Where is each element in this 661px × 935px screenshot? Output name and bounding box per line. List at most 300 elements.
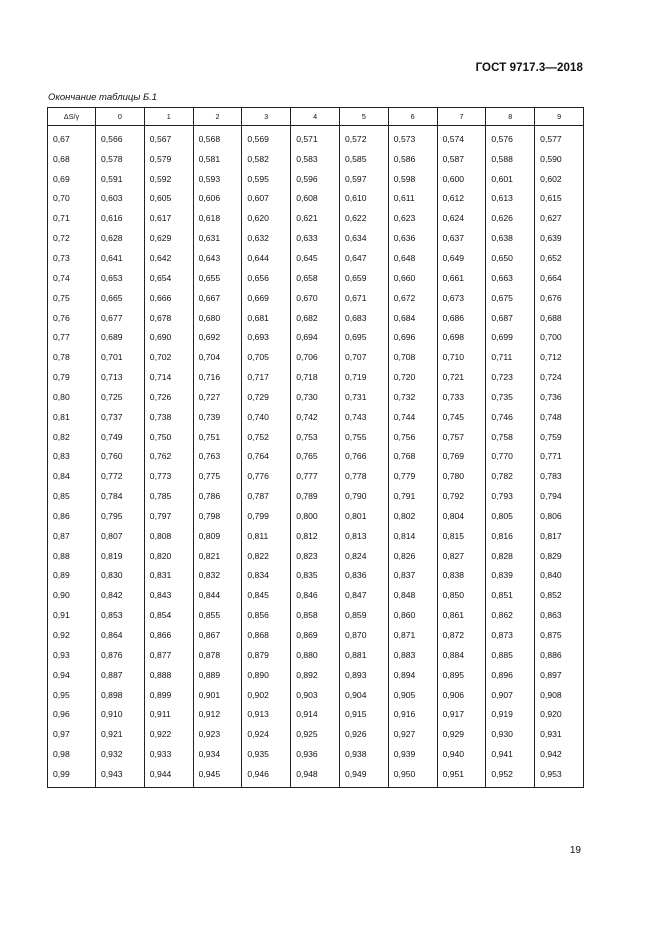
table-cell: 0,952 xyxy=(486,764,535,787)
table-cell: 0,723 xyxy=(486,367,535,387)
table-cell: 0,727 xyxy=(193,387,242,407)
table-cell: 0,606 xyxy=(193,189,242,209)
table-cell: 0,683 xyxy=(339,308,388,328)
table-row xyxy=(48,665,584,685)
table-row xyxy=(48,288,584,308)
table-cell: 0,574 xyxy=(437,126,486,149)
table-cell: 0,624 xyxy=(437,208,486,228)
table-cell: 0,759 xyxy=(535,427,584,447)
table-cell: 0,939 xyxy=(388,744,437,764)
row-label-cell: 0,77 xyxy=(48,327,96,347)
row-label-cell: 0,91 xyxy=(48,605,96,625)
table-cell: 0,801 xyxy=(339,506,388,526)
table-cell: 0,926 xyxy=(339,724,388,744)
table-cell: 0,804 xyxy=(437,506,486,526)
table-cell: 0,822 xyxy=(242,546,291,566)
table-cell: 0,915 xyxy=(339,704,388,724)
row-label-cell: 0,80 xyxy=(48,387,96,407)
row-label-cell: 0,98 xyxy=(48,744,96,764)
table-cell: 0,919 xyxy=(486,704,535,724)
table-cell: 0,880 xyxy=(291,645,340,665)
table-cell: 0,659 xyxy=(339,268,388,288)
table-cell: 0,877 xyxy=(144,645,193,665)
table-cell: 0,572 xyxy=(339,126,388,149)
table-cell: 0,820 xyxy=(144,546,193,566)
table-cell: 0,854 xyxy=(144,605,193,625)
table-cell: 0,748 xyxy=(535,407,584,427)
table-cell: 0,719 xyxy=(339,367,388,387)
table-cell: 0,949 xyxy=(339,764,388,787)
table-row xyxy=(48,189,584,209)
row-label-cell: 0,96 xyxy=(48,704,96,724)
table-cell: 0,800 xyxy=(291,506,340,526)
table-cell: 0,838 xyxy=(437,566,486,586)
table-cell: 0,785 xyxy=(144,486,193,506)
table-cell: 0,899 xyxy=(144,685,193,705)
table-cell: 0,846 xyxy=(291,585,340,605)
row-label-cell: 0,78 xyxy=(48,347,96,367)
table-cell: 0,941 xyxy=(486,744,535,764)
table-cell: 0,889 xyxy=(193,665,242,685)
table-cell: 0,577 xyxy=(535,126,584,149)
table-cell: 0,887 xyxy=(96,665,145,685)
table-cell: 0,853 xyxy=(96,605,145,625)
table-row xyxy=(48,268,584,288)
table-cell: 0,688 xyxy=(535,308,584,328)
table-cell: 0,693 xyxy=(242,327,291,347)
table-cell: 0,678 xyxy=(144,308,193,328)
table-cell: 0,623 xyxy=(388,208,437,228)
row-label-cell: 0,67 xyxy=(48,126,96,149)
table-cell: 0,816 xyxy=(486,526,535,546)
table-cell: 0,698 xyxy=(437,327,486,347)
table-row xyxy=(48,149,584,169)
table-cell: 0,661 xyxy=(437,268,486,288)
row-label-cell: 0,74 xyxy=(48,268,96,288)
table-cell: 0,847 xyxy=(339,585,388,605)
table-cell: 0,652 xyxy=(535,248,584,268)
table-cell: 0,916 xyxy=(388,704,437,724)
table-cell: 0,828 xyxy=(486,546,535,566)
table-cell: 0,772 xyxy=(96,466,145,486)
table-cell: 0,794 xyxy=(535,486,584,506)
table-cell: 0,897 xyxy=(535,665,584,685)
header-row xyxy=(48,108,584,126)
table-cell: 0,675 xyxy=(486,288,535,308)
table-cell: 0,860 xyxy=(388,605,437,625)
column-header-6: 6 xyxy=(388,108,437,126)
table-cell: 0,690 xyxy=(144,327,193,347)
table-cell: 0,738 xyxy=(144,407,193,427)
table-cell: 0,732 xyxy=(388,387,437,407)
table-cell: 0,638 xyxy=(486,228,535,248)
table-row xyxy=(48,367,584,387)
table-cell: 0,681 xyxy=(242,308,291,328)
table-cell: 0,660 xyxy=(388,268,437,288)
row-label-cell: 0,70 xyxy=(48,189,96,209)
table-cell: 0,848 xyxy=(388,585,437,605)
row-label-cell: 0,82 xyxy=(48,427,96,447)
table-cell: 0,670 xyxy=(291,288,340,308)
table-cell: 0,896 xyxy=(486,665,535,685)
table-cell: 0,569 xyxy=(242,126,291,149)
table-cell: 0,612 xyxy=(437,189,486,209)
table-cell: 0,884 xyxy=(437,645,486,665)
table-cell: 0,783 xyxy=(535,466,584,486)
table-cell: 0,924 xyxy=(242,724,291,744)
table-cell: 0,859 xyxy=(339,605,388,625)
table-cell: 0,637 xyxy=(437,228,486,248)
table-cell: 0,851 xyxy=(486,585,535,605)
table-row xyxy=(48,566,584,586)
row-label-cell: 0,95 xyxy=(48,685,96,705)
table-row xyxy=(48,447,584,467)
table-cell: 0,639 xyxy=(535,228,584,248)
table-cell: 0,713 xyxy=(96,367,145,387)
table-cell: 0,821 xyxy=(193,546,242,566)
table-cell: 0,902 xyxy=(242,685,291,705)
table-cell: 0,844 xyxy=(193,585,242,605)
table-cell: 0,672 xyxy=(388,288,437,308)
table-cell: 0,835 xyxy=(291,566,340,586)
table-cell: 0,631 xyxy=(193,228,242,248)
table-cell: 0,946 xyxy=(242,764,291,787)
table-cell: 0,824 xyxy=(339,546,388,566)
table-cell: 0,718 xyxy=(291,367,340,387)
table-cell: 0,883 xyxy=(388,645,437,665)
table-cell: 0,711 xyxy=(486,347,535,367)
table-cell: 0,878 xyxy=(193,645,242,665)
table-cell: 0,667 xyxy=(193,288,242,308)
table-cell: 0,914 xyxy=(291,704,340,724)
table-cell: 0,809 xyxy=(193,526,242,546)
table-cell: 0,701 xyxy=(96,347,145,367)
row-label-cell: 0,71 xyxy=(48,208,96,228)
column-header-ratio: ΔS/γ xyxy=(48,108,96,126)
table-cell: 0,676 xyxy=(535,288,584,308)
table-cell: 0,615 xyxy=(535,189,584,209)
table-cell: 0,792 xyxy=(437,486,486,506)
table-cell: 0,645 xyxy=(291,248,340,268)
table-cell: 0,793 xyxy=(486,486,535,506)
table-cell: 0,634 xyxy=(339,228,388,248)
table-caption: Окончание таблицы Б.1 xyxy=(48,92,158,103)
table-cell: 0,699 xyxy=(486,327,535,347)
table-row xyxy=(48,387,584,407)
table-cell: 0,836 xyxy=(339,566,388,586)
table-cell: 0,706 xyxy=(291,347,340,367)
table-cell: 0,953 xyxy=(535,764,584,787)
table-cell: 0,798 xyxy=(193,506,242,526)
table-cell: 0,762 xyxy=(144,447,193,467)
row-label-cell: 0,97 xyxy=(48,724,96,744)
table-row xyxy=(48,645,584,665)
row-label-cell: 0,86 xyxy=(48,506,96,526)
table-cell: 0,786 xyxy=(193,486,242,506)
table-row xyxy=(48,585,584,605)
table-cell: 0,898 xyxy=(96,685,145,705)
table-cell: 0,872 xyxy=(437,625,486,645)
row-label-cell: 0,76 xyxy=(48,308,96,328)
table-cell: 0,702 xyxy=(144,347,193,367)
row-label-cell: 0,88 xyxy=(48,546,96,566)
table-cell: 0,808 xyxy=(144,526,193,546)
table-cell: 0,757 xyxy=(437,427,486,447)
table-cell: 0,837 xyxy=(388,566,437,586)
table-cell: 0,583 xyxy=(291,149,340,169)
table-cell: 0,686 xyxy=(437,308,486,328)
table-cell: 0,684 xyxy=(388,308,437,328)
table-cell: 0,710 xyxy=(437,347,486,367)
table-cell: 0,917 xyxy=(437,704,486,724)
row-label-cell: 0,87 xyxy=(48,526,96,546)
table-cell: 0,568 xyxy=(193,126,242,149)
table-cell: 0,922 xyxy=(144,724,193,744)
table-cell: 0,632 xyxy=(242,228,291,248)
table-cell: 0,655 xyxy=(193,268,242,288)
row-label-cell: 0,83 xyxy=(48,447,96,467)
table-row xyxy=(48,208,584,228)
table-cell: 0,771 xyxy=(535,447,584,467)
table-row xyxy=(48,407,584,427)
table-cell: 0,923 xyxy=(193,724,242,744)
table-cell: 0,744 xyxy=(388,407,437,427)
table-cell: 0,595 xyxy=(242,169,291,189)
table-cell: 0,724 xyxy=(535,367,584,387)
table-cell: 0,856 xyxy=(242,605,291,625)
table-row xyxy=(48,228,584,248)
table-cell: 0,819 xyxy=(96,546,145,566)
table-cell: 0,843 xyxy=(144,585,193,605)
table-cell: 0,750 xyxy=(144,427,193,447)
table-cell: 0,869 xyxy=(291,625,340,645)
row-label-cell: 0,89 xyxy=(48,566,96,586)
table-cell: 0,664 xyxy=(535,268,584,288)
table-cell: 0,730 xyxy=(291,387,340,407)
table-cell: 0,725 xyxy=(96,387,145,407)
table-cell: 0,593 xyxy=(193,169,242,189)
table-cell: 0,733 xyxy=(437,387,486,407)
table-cell: 0,749 xyxy=(96,427,145,447)
table-cell: 0,745 xyxy=(437,407,486,427)
table-cell: 0,863 xyxy=(535,605,584,625)
table-cell: 0,682 xyxy=(291,308,340,328)
table-cell: 0,739 xyxy=(193,407,242,427)
table-cell: 0,871 xyxy=(388,625,437,645)
table-cell: 0,598 xyxy=(388,169,437,189)
table-cell: 0,807 xyxy=(96,526,145,546)
table-cell: 0,931 xyxy=(535,724,584,744)
table-cell: 0,571 xyxy=(291,126,340,149)
table-cell: 0,622 xyxy=(339,208,388,228)
table-cell: 0,850 xyxy=(437,585,486,605)
table-cell: 0,827 xyxy=(437,546,486,566)
table-cell: 0,790 xyxy=(339,486,388,506)
table-cell: 0,768 xyxy=(388,447,437,467)
table-cell: 0,829 xyxy=(535,546,584,566)
table-cell: 0,692 xyxy=(193,327,242,347)
row-label-cell: 0,81 xyxy=(48,407,96,427)
table-cell: 0,862 xyxy=(486,605,535,625)
table-cell: 0,643 xyxy=(193,248,242,268)
table-cell: 0,629 xyxy=(144,228,193,248)
table-cell: 0,613 xyxy=(486,189,535,209)
table-row xyxy=(48,486,584,506)
table-row xyxy=(48,605,584,625)
table-cell: 0,720 xyxy=(388,367,437,387)
table-row xyxy=(48,248,584,268)
table-cell: 0,778 xyxy=(339,466,388,486)
table-cell: 0,607 xyxy=(242,189,291,209)
table-row xyxy=(48,526,584,546)
table-cell: 0,766 xyxy=(339,447,388,467)
table-cell: 0,815 xyxy=(437,526,486,546)
table-cell: 0,879 xyxy=(242,645,291,665)
table-cell: 0,920 xyxy=(535,704,584,724)
table-cell: 0,950 xyxy=(388,764,437,787)
table-cell: 0,864 xyxy=(96,625,145,645)
table-cell: 0,592 xyxy=(144,169,193,189)
column-header-8: 8 xyxy=(486,108,535,126)
table-cell: 0,611 xyxy=(388,189,437,209)
row-label-cell: 0,69 xyxy=(48,169,96,189)
table-cell: 0,905 xyxy=(388,685,437,705)
table-cell: 0,621 xyxy=(291,208,340,228)
table-cell: 0,758 xyxy=(486,427,535,447)
table-cell: 0,770 xyxy=(486,447,535,467)
table-cell: 0,708 xyxy=(388,347,437,367)
table-cell: 0,665 xyxy=(96,288,145,308)
table-cell: 0,605 xyxy=(144,189,193,209)
table-cell: 0,578 xyxy=(96,149,145,169)
table-cell: 0,746 xyxy=(486,407,535,427)
table-cell: 0,700 xyxy=(535,327,584,347)
table-cell: 0,921 xyxy=(96,724,145,744)
table-cell: 0,743 xyxy=(339,407,388,427)
table-cell: 0,658 xyxy=(291,268,340,288)
table-cell: 0,627 xyxy=(535,208,584,228)
column-header-9: 9 xyxy=(535,108,584,126)
table-cell: 0,648 xyxy=(388,248,437,268)
row-label-cell: 0,68 xyxy=(48,149,96,169)
table-row xyxy=(48,685,584,705)
table-cell: 0,735 xyxy=(486,387,535,407)
table-cell: 0,712 xyxy=(535,347,584,367)
table-cell: 0,753 xyxy=(291,427,340,447)
table-cell: 0,892 xyxy=(291,665,340,685)
table-row xyxy=(48,308,584,328)
table-row xyxy=(48,724,584,744)
table-cell: 0,588 xyxy=(486,149,535,169)
table-cell: 0,799 xyxy=(242,506,291,526)
row-label-cell: 0,73 xyxy=(48,248,96,268)
table-cell: 0,870 xyxy=(339,625,388,645)
table-cell: 0,913 xyxy=(242,704,291,724)
table-cell: 0,814 xyxy=(388,526,437,546)
table-row xyxy=(48,704,584,724)
table-cell: 0,731 xyxy=(339,387,388,407)
data-table xyxy=(47,107,584,788)
table-cell: 0,714 xyxy=(144,367,193,387)
table-row xyxy=(48,347,584,367)
table-cell: 0,687 xyxy=(486,308,535,328)
table-cell: 0,590 xyxy=(535,149,584,169)
table-cell: 0,866 xyxy=(144,625,193,645)
table-cell: 0,616 xyxy=(96,208,145,228)
table-row xyxy=(48,466,584,486)
table-cell: 0,933 xyxy=(144,744,193,764)
table-cell: 0,782 xyxy=(486,466,535,486)
table-cell: 0,641 xyxy=(96,248,145,268)
column-header-2: 2 xyxy=(193,108,242,126)
table-cell: 0,925 xyxy=(291,724,340,744)
table-cell: 0,907 xyxy=(486,685,535,705)
table-cell: 0,936 xyxy=(291,744,340,764)
table-cell: 0,567 xyxy=(144,126,193,149)
table-cell: 0,677 xyxy=(96,308,145,328)
table-cell: 0,582 xyxy=(242,149,291,169)
table-cell: 0,756 xyxy=(388,427,437,447)
table-cell: 0,717 xyxy=(242,367,291,387)
table-cell: 0,894 xyxy=(388,665,437,685)
column-header-4: 4 xyxy=(291,108,340,126)
table-cell: 0,930 xyxy=(486,724,535,744)
table-cell: 0,671 xyxy=(339,288,388,308)
table-cell: 0,673 xyxy=(437,288,486,308)
table-cell: 0,789 xyxy=(291,486,340,506)
table-cell: 0,775 xyxy=(193,466,242,486)
column-header-0: 0 xyxy=(96,108,145,126)
row-label-cell: 0,94 xyxy=(48,665,96,685)
table-cell: 0,826 xyxy=(388,546,437,566)
table-cell: 0,726 xyxy=(144,387,193,407)
table-cell: 0,938 xyxy=(339,744,388,764)
table-cell: 0,791 xyxy=(388,486,437,506)
table-cell: 0,944 xyxy=(144,764,193,787)
table-cell: 0,908 xyxy=(535,685,584,705)
table-cell: 0,795 xyxy=(96,506,145,526)
table-cell: 0,666 xyxy=(144,288,193,308)
table-row xyxy=(48,546,584,566)
table-row xyxy=(48,169,584,189)
column-header-1: 1 xyxy=(144,108,193,126)
table-cell: 0,755 xyxy=(339,427,388,447)
table-cell: 0,764 xyxy=(242,447,291,467)
table-cell: 0,787 xyxy=(242,486,291,506)
table-body xyxy=(48,126,584,788)
row-label-cell: 0,99 xyxy=(48,764,96,787)
table-cell: 0,868 xyxy=(242,625,291,645)
table-cell: 0,934 xyxy=(193,744,242,764)
table-cell: 0,840 xyxy=(535,566,584,586)
table-cell: 0,858 xyxy=(291,605,340,625)
table-cell: 0,618 xyxy=(193,208,242,228)
table-cell: 0,633 xyxy=(291,228,340,248)
table-cell: 0,573 xyxy=(388,126,437,149)
table-cell: 0,763 xyxy=(193,447,242,467)
table-cell: 0,855 xyxy=(193,605,242,625)
table-cell: 0,737 xyxy=(96,407,145,427)
table-cell: 0,620 xyxy=(242,208,291,228)
table-cell: 0,695 xyxy=(339,327,388,347)
table-cell: 0,736 xyxy=(535,387,584,407)
table-cell: 0,716 xyxy=(193,367,242,387)
table-cell: 0,912 xyxy=(193,704,242,724)
table-cell: 0,680 xyxy=(193,308,242,328)
table-cell: 0,587 xyxy=(437,149,486,169)
table-cell: 0,911 xyxy=(144,704,193,724)
table-cell: 0,852 xyxy=(535,585,584,605)
